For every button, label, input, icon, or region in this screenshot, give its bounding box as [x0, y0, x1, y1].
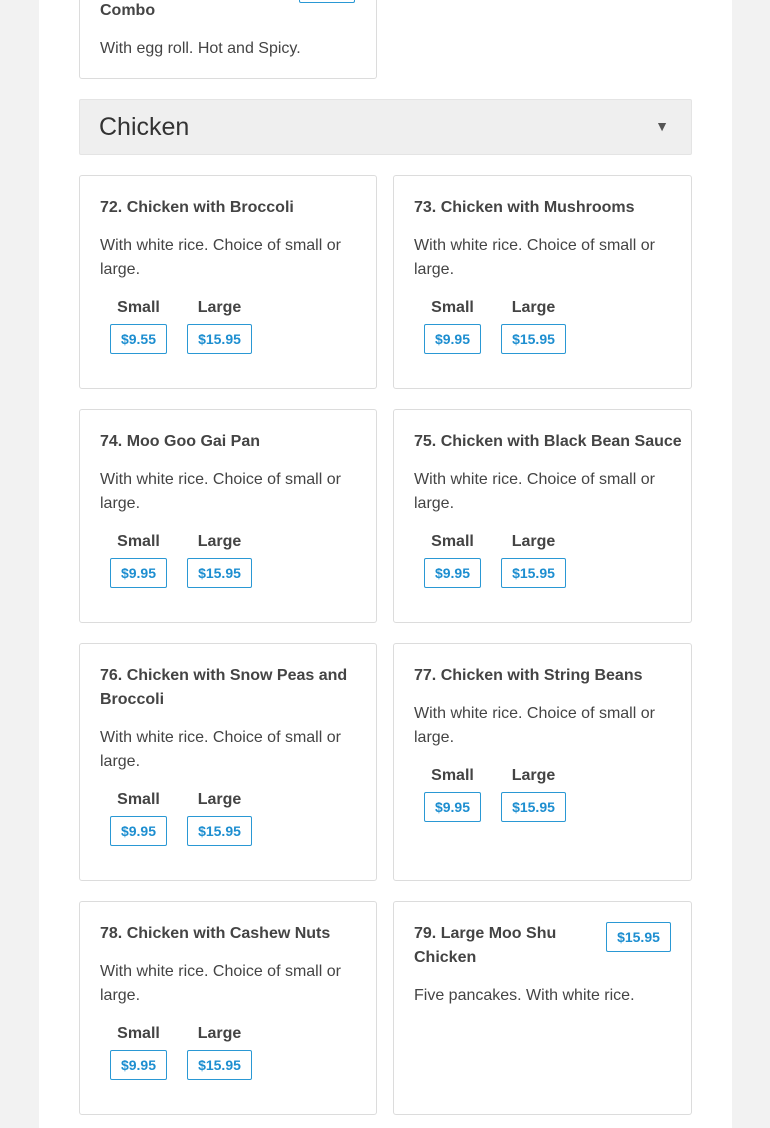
item-title: 76. Chicken with Snow Peas and Broccoli	[100, 667, 348, 708]
item-description: With white rice. Choice of small or large.	[100, 963, 341, 1004]
size-label-large: Large	[197, 1025, 242, 1042]
section-header-chicken[interactable]	[79, 99, 692, 155]
item-title: 77. Chicken with String Beans	[414, 667, 643, 684]
menu-item-card[interactable]	[79, 643, 377, 881]
item-title: 72. Chicken with Broccoli	[100, 199, 294, 216]
menu-item-card[interactable]	[79, 0, 377, 79]
size-label-small: Small	[117, 533, 160, 550]
price-button[interactable]: $15.95	[606, 922, 671, 952]
item-title: 78. Chicken with Cashew Nuts	[100, 925, 331, 942]
size-label-small: Small	[431, 299, 474, 316]
size-label-large: Large	[197, 299, 242, 316]
price-button-small[interactable]: $9.95	[424, 792, 481, 822]
size-label-large: Large	[197, 791, 242, 808]
price-button-large[interactable]: $15.95	[501, 558, 566, 588]
price-button-large[interactable]: $15.95	[187, 558, 252, 588]
item-description: With white rice. Choice of small or large.	[414, 705, 655, 746]
menu-item-card[interactable]	[79, 901, 377, 1115]
menu-item-card[interactable]	[79, 175, 377, 389]
size-label-small: Small	[117, 791, 160, 808]
price-button-large[interactable]: $15.95	[187, 816, 252, 846]
size-label-large: Large	[511, 299, 556, 316]
price-button-small[interactable]: $9.55	[110, 324, 167, 354]
size-label-small: Small	[117, 299, 160, 316]
item-description: Five pancakes. With white rice.	[414, 987, 635, 1004]
item-description: With white rice. Choice of small or large.	[414, 237, 655, 278]
menu-page	[39, 0, 732, 1128]
size-label-small: Small	[117, 1025, 160, 1042]
item-title: 79. Large Moo Shu Chicken	[414, 925, 557, 966]
size-label-large: Large	[511, 767, 556, 784]
size-label-large: Large	[511, 533, 556, 550]
price-button-small[interactable]: $9.95	[424, 324, 481, 354]
item-title: Combo	[100, 2, 156, 19]
size-label-small: Small	[431, 533, 474, 550]
item-title: 73. Chicken with Mushrooms	[414, 199, 635, 216]
menu-item-card[interactable]	[393, 409, 692, 623]
menu-item-card[interactable]	[79, 409, 377, 623]
price-button-large[interactable]: $15.95	[187, 324, 252, 354]
item-title: 74. Moo Goo Gai Pan	[100, 433, 261, 450]
menu-item-card[interactable]	[393, 643, 692, 881]
item-description: With white rice. Choice of small or large.	[414, 471, 655, 512]
item-description: With white rice. Choice of small or large.	[100, 237, 341, 278]
item-description: With white rice. Choice of small or large.	[100, 471, 341, 512]
menu-item-card[interactable]	[393, 175, 692, 389]
item-description: With white rice. Choice of small or large.	[100, 729, 341, 770]
price-button-large[interactable]: $15.95	[187, 1050, 252, 1080]
price-button-small[interactable]: $9.95	[110, 1050, 167, 1080]
price-button-large[interactable]: $15.95	[501, 324, 566, 354]
item-description: With egg roll. Hot and Spicy.	[100, 40, 301, 57]
section-title: Chicken	[99, 113, 190, 141]
size-label-large: Large	[197, 533, 242, 550]
price-button-partial[interactable]	[299, 0, 355, 3]
price-button-small[interactable]: $9.95	[110, 558, 167, 588]
price-button-small[interactable]: $9.95	[110, 816, 167, 846]
price-button-small[interactable]: $9.95	[424, 558, 481, 588]
price-button-large[interactable]: $15.95	[501, 792, 566, 822]
size-label-small: Small	[431, 767, 474, 784]
menu-item-card[interactable]	[393, 901, 692, 1115]
chevron-down-icon[interactable]: ▼	[655, 118, 669, 134]
item-title: 75. Chicken with Black Bean Sauce	[414, 433, 682, 450]
